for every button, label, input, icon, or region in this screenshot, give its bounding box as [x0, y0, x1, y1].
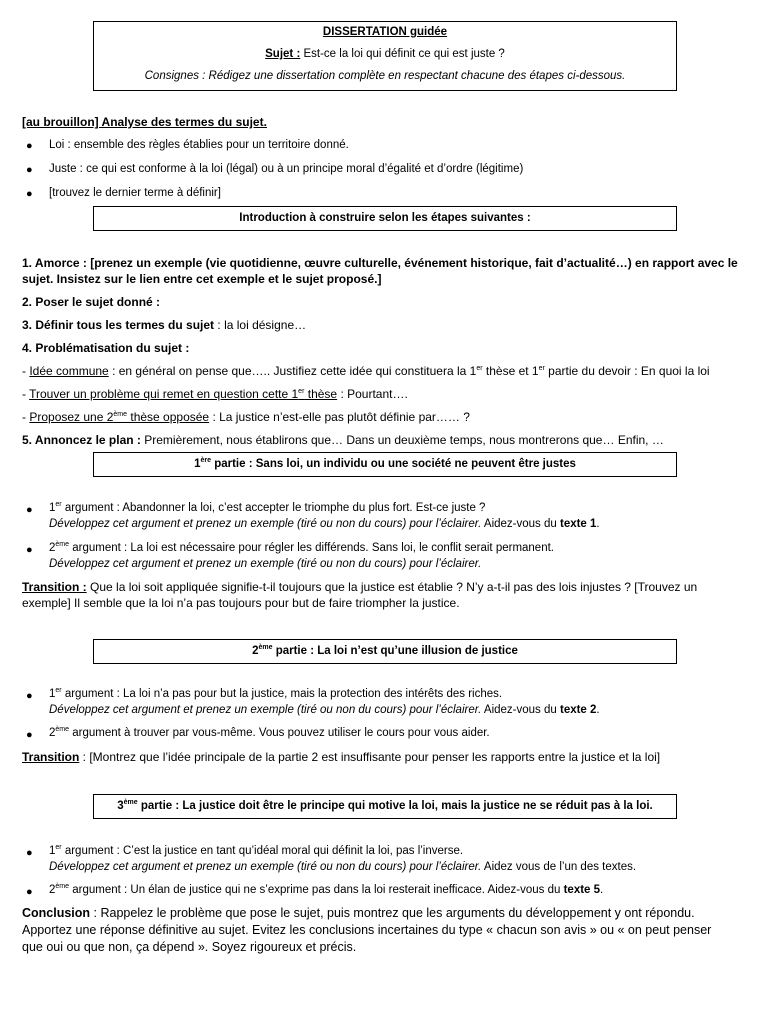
second-thesis-label — [29, 410, 209, 424]
arg-end: . — [596, 518, 600, 530]
part-2-title: partie : La loi n’est qu’une illusion de justice — [272, 645, 518, 657]
arg-text: argument : La loi est nécessaire pour régler les différends. Sans loi, le conflit serait permanent. — [69, 542, 554, 554]
arg-text: argument à trouver par vous-même. Vous pouvez utiliser le cours pour vous aider. — [69, 727, 490, 739]
step-2: 2. Poser le sujet donné : — [22, 295, 161, 309]
step-1-line-1: 1. Amorce : [prenez un exemple (vie quotidienne, œuvre culturelle, événement historique, fait d’actualité…) en rapport avec le — [22, 256, 738, 270]
part-3-box — [93, 794, 677, 819]
part-1-argument-2 — [49, 540, 749, 572]
arg-instruction: Développez cet argument et prenez un exemple (tiré ou non du cours) pour l’éclairer. — [49, 704, 482, 716]
intro-box-title: Introduction à construire selon les étapes suivantes : — [239, 212, 531, 224]
part-1-box — [93, 452, 677, 477]
part-1-title: partie : Sans loi, un individu ou une société ne peuvent être justes — [211, 458, 576, 470]
arg-instruction: Développez cet argument et prenez un exemple (tiré ou non du cours) pour l’éclairer. — [49, 558, 482, 570]
transition-text: : [Montrez que l’idée principale de la partie 2 est insuffisante pour penser les rapports entre la justice et la loi] — [79, 750, 661, 764]
arg-number: 2 — [49, 884, 56, 896]
part-3-argument-1 — [49, 843, 749, 875]
analysis-item: Juste : ce qui est conforme à la loi (légal) ou à un principe moral d’égalité et d’ordre (légitime) — [49, 163, 524, 175]
step-5 — [22, 432, 748, 448]
instructions: Consignes : Rédigez une dissertation complète en respectant chacune des étapes ci-dessous. — [144, 70, 626, 82]
superscript: er — [298, 388, 305, 395]
arg-number: 2 — [49, 542, 56, 554]
arg-number: 2 — [49, 727, 56, 739]
arg-text: argument : Un élan de justice qui ne s’exprime pas dans la loi resterait inefficace. Aidez-vous du — [69, 884, 564, 896]
step-4c — [22, 409, 748, 425]
dash: - — [22, 410, 30, 424]
step-4b — [22, 386, 748, 402]
second-thesis-text: thèse opposée — [127, 410, 210, 424]
arg-text: argument : C’est la justice en tant qu’idéal moral qui définit la loi, pas l’inverse. — [61, 845, 464, 857]
intro-box — [93, 206, 677, 231]
transition-label: Transition : — [22, 580, 87, 594]
text-reference: texte 2 — [559, 704, 597, 716]
superscript: ère — [200, 457, 212, 465]
subject-label: Sujet : — [265, 48, 301, 60]
step-3-label: 3. Définir tous les termes du sujet — [22, 318, 215, 332]
part-1-transition — [22, 579, 748, 611]
arg-tail: Aidez vous de l’un des textes. — [481, 861, 637, 873]
analysis-item: Loi : ensemble des règles établies pour un territoire donné. — [49, 139, 349, 151]
conclusion-text: que oui ou que non, ça dépend ». Soyez rigoureux et précis. — [22, 940, 357, 954]
bullet-icon: ● — [26, 729, 33, 741]
step-4b-text: : Pourtant…. — [337, 387, 408, 401]
arg-number: 1 — [49, 502, 56, 514]
part-1-number: 1 — [194, 458, 201, 470]
superscript: ème — [258, 644, 273, 652]
superscript: er — [55, 687, 62, 695]
problem-label-text: thèse — [304, 387, 338, 401]
step-4a — [22, 363, 748, 379]
bullet-icon: ● — [26, 690, 33, 702]
step-5-label: 5. Annoncez le plan : — [22, 433, 141, 447]
superscript: ème — [113, 411, 128, 418]
conclusion-label: Conclusion — [22, 906, 91, 920]
bullet-icon: ● — [26, 188, 33, 200]
arg-end: . — [596, 704, 600, 716]
step-5-text: Premièrement, nous établirons que… Dans un deuxième temps, nous montrerons que… Enfin, … — [140, 433, 664, 447]
transition-text: Que la loi soit appliquée signifie-t-il toujours que la justice est établie ? N’y a-t-il pas des lois injustes ? [Trouvez un — [86, 580, 698, 594]
transition-text: exemple] Il semble que la loi n’a pas toujours pour but de faire triompher la justice. — [22, 596, 460, 610]
part-2-box — [93, 639, 677, 664]
superscript: ème — [123, 799, 138, 807]
common-idea-label: Idée commune — [29, 364, 109, 378]
bullet-icon: ● — [26, 886, 33, 898]
part-3-number: 3 — [117, 800, 124, 812]
superscript: er — [538, 365, 545, 372]
superscript: ème — [55, 541, 70, 549]
step-4: 4. Problématisation du sujet : — [22, 341, 190, 355]
step-4a-text: partie du devoir : En quoi la loi — [544, 364, 710, 378]
part-1-argument-1 — [49, 500, 749, 532]
text-reference: texte 1 — [559, 518, 597, 530]
arg-text: argument : La loi n’a pas pour but la justice, mais la protection des intérêts des riches. — [61, 688, 503, 700]
superscript: er — [55, 501, 62, 509]
part-3-title: partie : La justice doit être le principe qui motive la loi, mais la justice ne se réduit pas à la loi. — [137, 800, 653, 812]
conclusion — [22, 905, 748, 956]
arg-text: argument : Abandonner la loi, c’est accepter le triomphe du plus fort. Est-ce juste ? — [61, 502, 486, 514]
part-2-argument-2 — [49, 725, 749, 741]
arg-tail: Aidez-vous du — [481, 518, 560, 530]
header-box — [93, 21, 677, 91]
arg-instruction: Développez cet argument et prenez un exemple (tiré ou non du cours) pour l’éclairer. — [49, 861, 482, 873]
part-2-argument-1 — [49, 686, 749, 718]
superscript: er — [476, 365, 483, 372]
bullet-icon: ● — [26, 544, 33, 556]
conclusion-text: Apportez une réponse définitive au sujet. Evitez les conclusions incertaines du type « chacun son avis » ou « on peut penser — [22, 923, 712, 937]
problem-label — [29, 387, 337, 401]
dash: - — [22, 387, 30, 401]
analysis-heading: [au brouillon] Analyse des termes du sujet. — [22, 115, 267, 129]
step-1-line-2: sujet. Insistez sur le lien entre cet exemple et le sujet proposé.] — [22, 272, 382, 286]
step-3 — [22, 317, 748, 333]
bullet-icon: ● — [26, 504, 33, 516]
conclusion-text: : Rappelez le problème que pose le sujet, puis montrez que les arguments du développement y ont répondu. — [90, 906, 695, 920]
arg-tail: Aidez-vous du — [481, 704, 560, 716]
problem-label-text: Trouver un problème qui remet en question cette 1 — [29, 387, 299, 401]
part-3-argument-2 — [49, 882, 749, 898]
superscript: ème — [55, 883, 70, 891]
bullet-icon: ● — [26, 164, 33, 176]
bullet-icon: ● — [26, 847, 33, 859]
bullet-icon: ● — [26, 140, 33, 152]
superscript: er — [55, 844, 62, 852]
arg-end: . — [600, 884, 604, 896]
arg-instruction: Développez cet argument et prenez un exemple (tiré ou non du cours) pour l’éclairer. — [49, 518, 482, 530]
step-4c-text: : La justice n’est-elle pas plutôt définie par…… ? — [209, 410, 470, 424]
step-4a-text: : en général on pense que….. Justifiez cette idée qui constituera la 1 — [108, 364, 477, 378]
transition-label: Transition — [22, 750, 80, 764]
part-2-number: 2 — [252, 645, 259, 657]
dash: - — [22, 364, 30, 378]
step-4a-text: thèse et 1 — [482, 364, 539, 378]
arg-number: 1 — [49, 688, 56, 700]
subject-text: Est-ce la loi qui définit ce qui est juste ? — [300, 48, 505, 60]
arg-number: 1 — [49, 845, 56, 857]
text-reference: texte 5 — [563, 884, 601, 896]
step-3-text: : la loi désigne… — [214, 318, 307, 332]
part-2-transition — [22, 749, 748, 765]
document-title: DISSERTATION guidée — [322, 26, 448, 38]
superscript: ème — [55, 726, 70, 734]
second-thesis-text: Proposez une 2 — [29, 410, 114, 424]
analysis-item: [trouvez le dernier terme à définir] — [49, 187, 221, 199]
